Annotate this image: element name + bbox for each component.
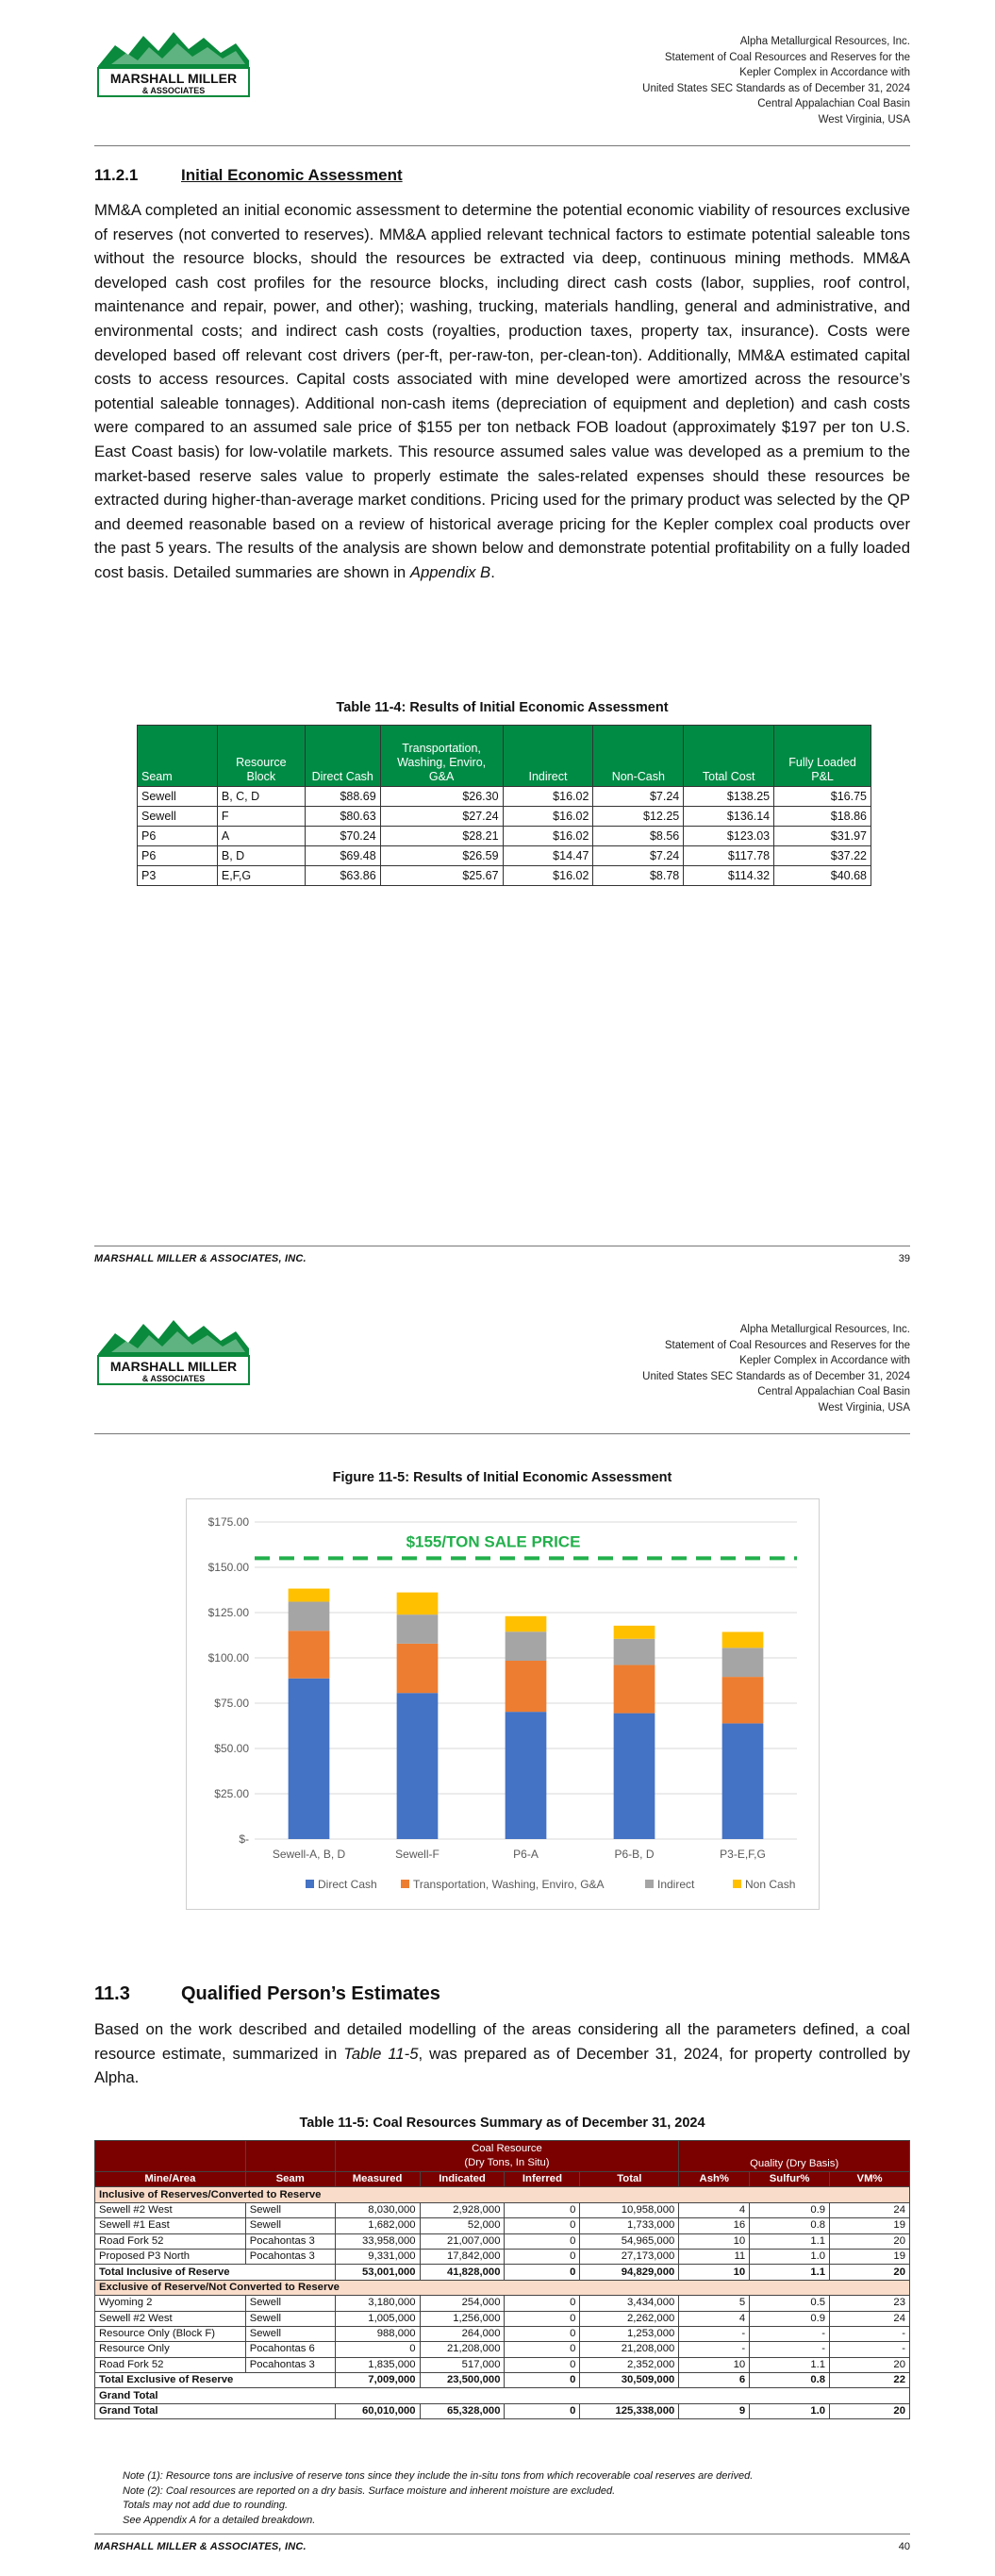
coal-resource-sublabel: (Dry Tons, In Situ) bbox=[464, 2157, 550, 2168]
company-logo bbox=[94, 1314, 253, 1390]
table-cell: - bbox=[830, 2342, 910, 2357]
col-total: Total bbox=[580, 2172, 679, 2187]
section-heading-11-3 bbox=[94, 1983, 440, 2005]
table-cell: $7.24 bbox=[593, 787, 684, 807]
footer-company: MARSHALL MILLER & ASSOCIATES, INC. bbox=[94, 2541, 307, 2552]
qp-estimates-paragraph bbox=[94, 2017, 910, 2090]
y-tick-label: $25.00 bbox=[214, 1787, 249, 1800]
figure-11-5-title: Figure 11-5: Results of Initial Economic Assessment bbox=[332, 1470, 672, 1485]
header-line: Kepler Complex in Accordance with bbox=[739, 67, 910, 78]
table-cell: $26.30 bbox=[380, 787, 503, 807]
header-line: Central Appalachian Coal Basin bbox=[757, 98, 910, 109]
y-tick-label: $125.00 bbox=[207, 1606, 249, 1619]
bar-segment bbox=[722, 1723, 764, 1839]
table-cell: Sewell #1 East bbox=[95, 2218, 246, 2233]
col-indirect: Indirect bbox=[503, 726, 593, 787]
table-row bbox=[95, 2311, 910, 2326]
bar-segment bbox=[722, 1631, 764, 1648]
table-cell: - bbox=[679, 2342, 750, 2357]
table-cell: 10 bbox=[679, 2265, 750, 2280]
y-tick-label: $75.00 bbox=[214, 1697, 249, 1710]
bar-segment bbox=[614, 1626, 655, 1639]
quality-header: Quality (Dry Basis) bbox=[679, 2141, 910, 2172]
table-cell: 30,509,000 bbox=[580, 2373, 679, 2388]
legend-swatch bbox=[306, 1880, 314, 1888]
table-cell: 20 bbox=[830, 2233, 910, 2249]
table-cell: Sewell bbox=[245, 2218, 335, 2233]
table-cell: $8.78 bbox=[593, 866, 684, 886]
table-cell: 264,000 bbox=[420, 2326, 505, 2341]
col-direct-cash: Direct Cash bbox=[305, 726, 380, 787]
table-cell: Sewell bbox=[245, 2296, 335, 2311]
table-cell: 0 bbox=[505, 2342, 580, 2357]
table-cell: $16.75 bbox=[774, 787, 871, 807]
bar-segment bbox=[506, 1661, 547, 1712]
table-cell: 517,000 bbox=[420, 2357, 505, 2372]
table-cell: $18.86 bbox=[774, 807, 871, 827]
table-cell: $27.24 bbox=[380, 807, 503, 827]
table-cell: 5 bbox=[679, 2296, 750, 2311]
document-header bbox=[420, 1322, 910, 1415]
bar-segment bbox=[722, 1648, 764, 1677]
table-cell: $31.97 bbox=[774, 827, 871, 846]
table-cell: 9 bbox=[679, 2403, 750, 2418]
table-cell: $117.78 bbox=[684, 846, 774, 866]
table-cell: 0 bbox=[505, 2311, 580, 2326]
section-title: Initial Economic Assessment bbox=[181, 166, 403, 184]
table-cell: $12.25 bbox=[593, 807, 684, 827]
paragraph-text: , was prepared as of December 31, 2024, for property controlled by Alpha. bbox=[94, 2044, 911, 2087]
table-cell: 33,958,000 bbox=[335, 2233, 420, 2249]
table-cell: 1,256,000 bbox=[420, 2311, 505, 2326]
page-number: 39 bbox=[898, 1253, 910, 1264]
company-logo bbox=[94, 26, 253, 102]
table-cell: 65,328,000 bbox=[420, 2403, 505, 2418]
table-cell: 0 bbox=[505, 2357, 580, 2372]
table-cell: 9,331,000 bbox=[335, 2249, 420, 2264]
x-tick-label: Sewell-A, B, D bbox=[272, 1848, 346, 1861]
table-cell: 4 bbox=[679, 2311, 750, 2326]
appendix-reference: Appendix B bbox=[409, 562, 491, 581]
bar-segment bbox=[506, 1616, 547, 1631]
table-cell: E,F,G bbox=[217, 866, 305, 886]
table-cell: 1,005,000 bbox=[335, 2311, 420, 2326]
table-cell: 0 bbox=[505, 2202, 580, 2217]
table-cell: 8,030,000 bbox=[335, 2202, 420, 2217]
table-cell: 1,253,000 bbox=[580, 2326, 679, 2341]
bar-segment bbox=[614, 1714, 655, 1839]
column-header-row bbox=[95, 2172, 910, 2187]
table-cell: 20 bbox=[830, 2265, 910, 2280]
table-cell: $16.02 bbox=[503, 827, 593, 846]
blank-header bbox=[245, 2141, 335, 2172]
table-cell: $70.24 bbox=[305, 827, 380, 846]
table-cell: Sewell bbox=[245, 2326, 335, 2341]
table-cell: 0 bbox=[505, 2296, 580, 2311]
table-cell: Pocahontas 6 bbox=[245, 2342, 335, 2357]
table-cell: 1.1 bbox=[750, 2265, 830, 2280]
table-cell: 0 bbox=[505, 2218, 580, 2233]
table-cell: 1.0 bbox=[750, 2249, 830, 2264]
section-title: Qualified Person’s Estimates bbox=[181, 1983, 440, 2004]
table-cell: 23,500,000 bbox=[420, 2373, 505, 2388]
bar-segment bbox=[289, 1631, 330, 1678]
table-cell: P6 bbox=[138, 827, 218, 846]
table-cell: 21,007,000 bbox=[420, 2233, 505, 2249]
bar-segment bbox=[506, 1631, 547, 1661]
table-cell: 2,928,000 bbox=[420, 2202, 505, 2217]
table-cell: 20 bbox=[830, 2403, 910, 2418]
table-cell: - bbox=[830, 2326, 910, 2341]
table-cell: 10 bbox=[679, 2357, 750, 2372]
table-cell: 19 bbox=[830, 2218, 910, 2233]
header-line: Alpha Metallurgical Resources, Inc. bbox=[739, 1324, 910, 1335]
bar-segment bbox=[289, 1589, 330, 1602]
table-row bbox=[138, 846, 871, 866]
header-divider bbox=[94, 145, 910, 146]
table-cell: Resource Only (Block F) bbox=[95, 2326, 246, 2341]
table-row bbox=[95, 2296, 910, 2311]
table-row bbox=[138, 787, 871, 807]
header-line: Central Appalachian Coal Basin bbox=[757, 1386, 910, 1397]
table-cell: 0.9 bbox=[750, 2311, 830, 2326]
y-tick-label: $- bbox=[239, 1832, 249, 1846]
table-notes bbox=[123, 2469, 753, 2528]
table-reference: Table 11-5 bbox=[343, 2044, 419, 2063]
table-cell: 988,000 bbox=[335, 2326, 420, 2341]
bar-segment bbox=[614, 1639, 655, 1665]
table-cell: 94,829,000 bbox=[580, 2265, 679, 2280]
table-cell: B, C, D bbox=[217, 787, 305, 807]
logo-text-top: MARSHALL MILLER bbox=[109, 1359, 238, 1374]
y-tick-label: $175.00 bbox=[207, 1515, 249, 1529]
col-sulfur: Sulfur% bbox=[750, 2172, 830, 2187]
table-11-5-title: Table 11-5: Coal Resources Summary as of December 31, 2024 bbox=[299, 2116, 705, 2131]
table-cell: 21,208,000 bbox=[420, 2342, 505, 2357]
table-row bbox=[95, 2342, 910, 2357]
table-cell: $16.02 bbox=[503, 787, 593, 807]
economic-assessment-chart bbox=[187, 1499, 819, 1909]
legend-swatch bbox=[733, 1880, 741, 1888]
section-number: 11.2.1 bbox=[94, 166, 139, 184]
table-cell: 54,965,000 bbox=[580, 2233, 679, 2249]
bar-segment bbox=[506, 1712, 547, 1839]
table-cell: Sewell bbox=[245, 2202, 335, 2217]
table-cell: Proposed P3 North bbox=[95, 2249, 246, 2264]
total-row bbox=[95, 2373, 910, 2388]
table-cell: 27,173,000 bbox=[580, 2249, 679, 2264]
col-ash: Ash% bbox=[679, 2172, 750, 2187]
col-seam: Seam bbox=[245, 2172, 335, 2187]
table-cell: $26.59 bbox=[380, 846, 503, 866]
table-cell: 1.1 bbox=[750, 2233, 830, 2249]
table-cell: 0 bbox=[505, 2249, 580, 2264]
table-row bbox=[138, 807, 871, 827]
group-inclusive-row bbox=[95, 2187, 910, 2202]
table-cell: 24 bbox=[830, 2202, 910, 2217]
table-cell: 41,828,000 bbox=[420, 2265, 505, 2280]
legend-label: Transportation, Washing, Enviro, G&A bbox=[413, 1878, 605, 1891]
group-header-row bbox=[95, 2141, 910, 2172]
table-cell: 0.5 bbox=[750, 2296, 830, 2311]
legend-label: Non Cash bbox=[745, 1878, 796, 1891]
section-heading-11-2-1 bbox=[94, 166, 403, 185]
table-row bbox=[95, 2249, 910, 2264]
table-cell: 23 bbox=[830, 2296, 910, 2311]
table-cell: 20 bbox=[830, 2357, 910, 2372]
economic-assessment-table bbox=[137, 725, 871, 886]
table-row bbox=[95, 2326, 910, 2341]
x-tick-label: P6-A bbox=[513, 1848, 539, 1861]
bar-segment bbox=[289, 1679, 330, 1839]
table-cell: 10,958,000 bbox=[580, 2202, 679, 2217]
header-line: United States SEC Standards as of December 31, 2024 bbox=[642, 1370, 910, 1382]
bar-segment bbox=[397, 1644, 439, 1693]
note-line: Note (2): Coal resources are reported on a dry basis. Surface moisture and inherent moisture are excluded. bbox=[123, 2484, 616, 2497]
table-cell: 1,682,000 bbox=[335, 2218, 420, 2233]
group-exclusive-row bbox=[95, 2280, 910, 2295]
group-label: Inclusive of Reserves/Converted to Reserve bbox=[95, 2187, 910, 2202]
paragraph-text: Based on the work described and detailed modelling of the areas considering all the parameters defined, a coal resource estimate, summarized in bbox=[94, 2020, 910, 2063]
table-cell: $28.21 bbox=[380, 827, 503, 846]
table-row bbox=[138, 866, 871, 886]
note-line: Totals may not add due to rounding. bbox=[123, 2500, 289, 2511]
table-cell: 254,000 bbox=[420, 2296, 505, 2311]
coal-resource-label: Coal Resource bbox=[472, 2143, 542, 2154]
coal-resource-header bbox=[335, 2141, 679, 2172]
table-cell: Pocahontas 3 bbox=[245, 2249, 335, 2264]
table-cell: 21,208,000 bbox=[580, 2342, 679, 2357]
table-cell: 0.8 bbox=[750, 2373, 830, 2388]
table-cell: Sewell bbox=[138, 787, 218, 807]
table-row bbox=[95, 2233, 910, 2249]
col-resource-block: Resource Block bbox=[217, 726, 305, 787]
total-row bbox=[95, 2403, 910, 2418]
table-cell: 0.8 bbox=[750, 2218, 830, 2233]
table-cell: 7,009,000 bbox=[335, 2373, 420, 2388]
table-cell: 11 bbox=[679, 2249, 750, 2264]
table-cell: 16 bbox=[679, 2218, 750, 2233]
table-cell: - bbox=[750, 2326, 830, 2341]
col-seam: Seam bbox=[138, 726, 218, 787]
table-row bbox=[95, 2357, 910, 2372]
table-cell: 4 bbox=[679, 2202, 750, 2217]
header-line: United States SEC Standards as of December 31, 2024 bbox=[642, 82, 910, 94]
col-inferred: Inferred bbox=[505, 2172, 580, 2187]
table-cell: Grand Total bbox=[95, 2403, 336, 2418]
footer-company: MARSHALL MILLER & ASSOCIATES, INC. bbox=[94, 1253, 307, 1264]
table-cell: 0 bbox=[505, 2403, 580, 2418]
table-cell: $138.25 bbox=[684, 787, 774, 807]
table-cell: F bbox=[217, 807, 305, 827]
table-cell: 3,180,000 bbox=[335, 2296, 420, 2311]
table-cell: P3 bbox=[138, 866, 218, 886]
col-mine-area: Mine/Area bbox=[95, 2172, 246, 2187]
paragraph-text: MM&A completed an initial economic assessment to determine the potential economic viability of resources exclusive of reserves (not converted to reserves). MM&A applied relevant technical factors to estimate potential saleable tons without the resource blocks, should the resources be extracted via deep, continuous mining methods. MM&A developed cash cost profiles for the resource blocks, including direct cash costs (labor, supplies, roof control, maintenance and repair, power, and other); washing, trucking, materials handling, general and administrative, and environmental costs; and indirect cash costs (royalties, production taxes, property tax, insurance). Costs were developed based off relevant cost drivers (per-ft, per-raw-ton, per-clean-ton). Additionally, MM&A estimated capital costs to access resources. Capital costs associated with mine developed were amortized across the resource’s potential saleable tonnages). Additional non-cash items (depreciation of equipment and depletion) and cash costs were compared to an assumed sale price of $155 per ton netback FOB loadout (approximately $197 per ton U.S. East Coast basis) for low-volatile markets. This resource assumed sales value was developed as a premium to the market-based reserve sales value to properly estimate the sales-related expenses should these resources be extracted during higher-than-average market conditions. Pricing used for the primary product was selected by the QP and deemed reasonable based on a review of historical average pricing for the Kepler complex coal products over the past 5 years. The results of the analysis are shown below and demonstrate potential profitability on a fully loaded cost basis. Detailed summaries are shown in bbox=[94, 201, 910, 581]
table-cell: 0 bbox=[505, 2265, 580, 2280]
table-cell: $123.03 bbox=[684, 827, 774, 846]
table-cell: P6 bbox=[138, 846, 218, 866]
table-cell: $16.02 bbox=[503, 866, 593, 886]
x-tick-label: P6-B, D bbox=[614, 1848, 655, 1861]
table-cell: $63.86 bbox=[305, 866, 380, 886]
blank-header bbox=[95, 2141, 246, 2172]
table-cell: Pocahontas 3 bbox=[245, 2233, 335, 2249]
note-line: Note (1): Resource tons are inclusive of reserve tons since they include the in-situ tons from which recoverable coal reserves are derived. bbox=[123, 2470, 754, 2482]
table-cell: 0 bbox=[335, 2342, 420, 2357]
table-cell: 22 bbox=[830, 2373, 910, 2388]
chart-container bbox=[186, 1498, 820, 1910]
table-cell: Sewell #2 West bbox=[95, 2311, 246, 2326]
header-line: Statement of Coal Resources and Reserves for the bbox=[664, 1339, 910, 1351]
y-tick-label: $50.00 bbox=[214, 1742, 249, 1755]
bar-segment bbox=[289, 1601, 330, 1631]
table-cell: $37.22 bbox=[774, 846, 871, 866]
table-cell: $114.32 bbox=[684, 866, 774, 886]
table-cell: Resource Only bbox=[95, 2342, 246, 2357]
col-non-cash: Non-Cash bbox=[593, 726, 684, 787]
col-indicated: Indicated bbox=[420, 2172, 505, 2187]
table-cell: $8.56 bbox=[593, 827, 684, 846]
group-label: Exclusive of Reserve/Not Converted to Reserve bbox=[95, 2280, 910, 2295]
table-cell: $69.48 bbox=[305, 846, 380, 866]
logo-text-bottom: & ASSOCIATES bbox=[141, 86, 206, 95]
col-vm: VM% bbox=[830, 2172, 910, 2187]
table-cell: $80.63 bbox=[305, 807, 380, 827]
y-tick-label: $150.00 bbox=[207, 1561, 249, 1574]
header-line: West Virginia, USA bbox=[818, 113, 910, 125]
col-transportation: Transportation, Washing, Enviro, G&A bbox=[380, 726, 503, 787]
table-cell: Pocahontas 3 bbox=[245, 2357, 335, 2372]
logo-text-bottom: & ASSOCIATES bbox=[141, 1374, 206, 1383]
header-line: Alpha Metallurgical Resources, Inc. bbox=[739, 36, 910, 47]
table-cell: 6 bbox=[679, 2373, 750, 2388]
sale-price-label: $155/TON SALE PRICE bbox=[406, 1532, 581, 1551]
table-cell: $14.47 bbox=[503, 846, 593, 866]
section-number: 11.3 bbox=[94, 1983, 130, 2004]
table-cell: 17,842,000 bbox=[420, 2249, 505, 2264]
table-header-row bbox=[138, 726, 871, 787]
coal-resources-table bbox=[94, 2140, 910, 2419]
table-cell: 3,434,000 bbox=[580, 2296, 679, 2311]
table-cell: 2,352,000 bbox=[580, 2357, 679, 2372]
header-line: Statement of Coal Resources and Reserves for the bbox=[664, 51, 910, 63]
table-row bbox=[95, 2202, 910, 2217]
header-line: Kepler Complex in Accordance with bbox=[739, 1355, 910, 1366]
bar-segment bbox=[397, 1614, 439, 1644]
table-cell: Total Exclusive of Reserve bbox=[95, 2373, 336, 2388]
bar-segment bbox=[614, 1665, 655, 1714]
bar-segment bbox=[722, 1677, 764, 1723]
grand-total-label-row bbox=[95, 2388, 910, 2403]
legend-swatch bbox=[401, 1880, 409, 1888]
document-header bbox=[420, 34, 910, 127]
bar-segment bbox=[397, 1693, 439, 1839]
total-row bbox=[95, 2265, 910, 2280]
table-cell: 0 bbox=[505, 2373, 580, 2388]
note-line: See Appendix A for a detailed breakdown. bbox=[123, 2514, 316, 2526]
table-cell: 0.9 bbox=[750, 2202, 830, 2217]
table-cell: Road Fork 52 bbox=[95, 2357, 246, 2372]
x-tick-label: Sewell-F bbox=[395, 1848, 439, 1861]
x-tick-label: P3-E,F,G bbox=[720, 1848, 766, 1861]
table-11-4-title: Table 11-4: Results of Initial Economic Assessment bbox=[336, 700, 669, 715]
table-row bbox=[95, 2218, 910, 2233]
table-cell: 60,010,000 bbox=[335, 2403, 420, 2418]
table-row bbox=[138, 827, 871, 846]
y-tick-label: $100.00 bbox=[207, 1651, 249, 1664]
bar-segment bbox=[397, 1593, 439, 1615]
table-cell: 1,835,000 bbox=[335, 2357, 420, 2372]
table-cell: 24 bbox=[830, 2311, 910, 2326]
page-number: 40 bbox=[898, 2541, 910, 2552]
table-cell: 19 bbox=[830, 2249, 910, 2264]
table-cell: Total Inclusive of Reserve bbox=[95, 2265, 336, 2280]
table-cell: A bbox=[217, 827, 305, 846]
table-cell: 1,733,000 bbox=[580, 2218, 679, 2233]
col-measured: Measured bbox=[335, 2172, 420, 2187]
col-fully-loaded: Fully Loaded P&L bbox=[774, 726, 871, 787]
header-divider bbox=[94, 1433, 910, 1434]
table-cell: $16.02 bbox=[503, 807, 593, 827]
economic-assessment-paragraph bbox=[94, 198, 910, 585]
table-cell: $25.67 bbox=[380, 866, 503, 886]
table-cell: Sewell bbox=[138, 807, 218, 827]
legend-label: Indirect bbox=[657, 1878, 695, 1891]
grand-total-label: Grand Total bbox=[95, 2388, 910, 2403]
table-cell: 2,262,000 bbox=[580, 2311, 679, 2326]
legend-swatch bbox=[645, 1880, 654, 1888]
table-cell: $40.68 bbox=[774, 866, 871, 886]
table-cell: - bbox=[750, 2342, 830, 2357]
table-cell: $7.24 bbox=[593, 846, 684, 866]
header-line: West Virginia, USA bbox=[818, 1401, 910, 1413]
table-cell: 125,338,000 bbox=[580, 2403, 679, 2418]
table-cell: Sewell #2 West bbox=[95, 2202, 246, 2217]
paragraph-end: . bbox=[490, 562, 495, 581]
table-cell: 52,000 bbox=[420, 2218, 505, 2233]
table-cell: Road Fork 52 bbox=[95, 2233, 246, 2249]
table-cell: $88.69 bbox=[305, 787, 380, 807]
table-cell: 1.1 bbox=[750, 2357, 830, 2372]
col-total-cost: Total Cost bbox=[684, 726, 774, 787]
table-cell: B, D bbox=[217, 846, 305, 866]
table-cell: 1.0 bbox=[750, 2403, 830, 2418]
table-cell: - bbox=[679, 2326, 750, 2341]
table-cell: 0 bbox=[505, 2326, 580, 2341]
table-cell: Sewell bbox=[245, 2311, 335, 2326]
table-cell: 53,001,000 bbox=[335, 2265, 420, 2280]
legend-label: Direct Cash bbox=[318, 1878, 377, 1891]
table-cell: 10 bbox=[679, 2233, 750, 2249]
table-cell: Wyoming 2 bbox=[95, 2296, 246, 2311]
table-cell: 0 bbox=[505, 2233, 580, 2249]
logo-text-top: MARSHALL MILLER bbox=[109, 71, 238, 86]
table-cell: $136.14 bbox=[684, 807, 774, 827]
